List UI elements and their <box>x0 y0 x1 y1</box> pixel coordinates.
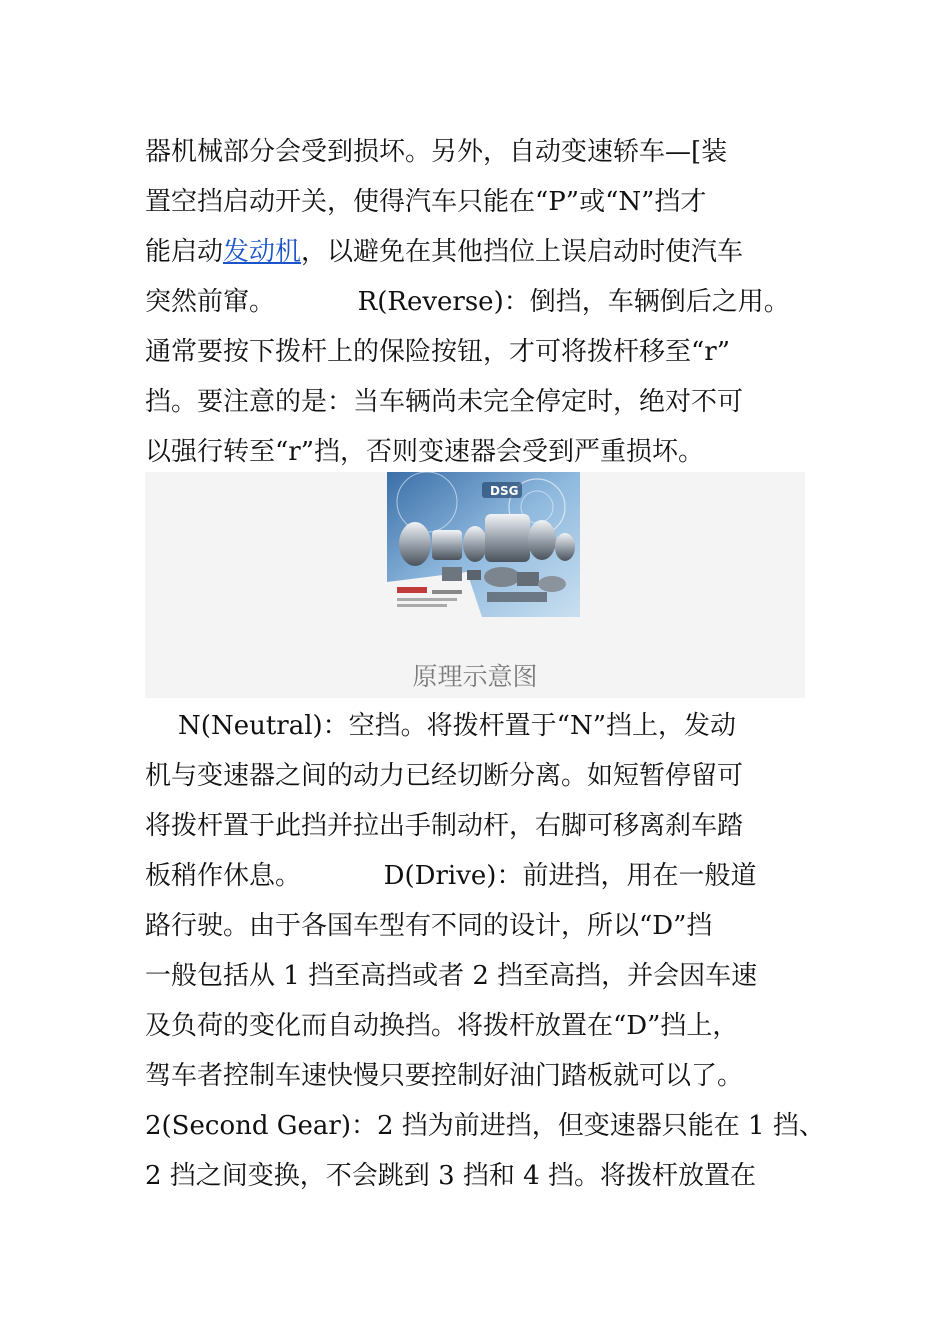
text-line: 以强行转至“r”挡，否则变速器会受到严重损坏。 <box>145 437 705 467</box>
figure <box>145 472 805 698</box>
text-line: 2(Second Gear)：2 挡为前进挡，但变速器只能在 1 挡、 <box>145 1111 825 1141</box>
text-line: 驾车者控制车速快慢只要控制好油门踏板就可以了。 <box>145 1061 744 1091</box>
text-line: 路行驶。由于各国车型有不同的设计，所以“D”挡 <box>145 911 713 941</box>
text-line: N(Neutral)：空挡。将拨杆置于“N”挡上，发动 <box>145 711 737 741</box>
paragraph-gear-positions <box>145 701 825 1201</box>
paragraph-shift-safety <box>145 127 825 477</box>
text-line: 通常要按下拨杆上的保险按钮，才可将拨杆移至“r” <box>145 337 731 367</box>
text-line: 2 挡之间变换，不会跳到 3 挡和 4 挡。将拨杆放置在 <box>145 1161 756 1191</box>
text-segment: ，以避免在其他挡位上误启动时使汽车 <box>301 237 744 267</box>
text-line: 板稍作休息。 D(Drive)：前进挡，用在一般道 <box>145 861 757 891</box>
text-line: 将拨杆置于此挡并拉出手制动杆，右脚可移离刹车踏 <box>145 811 744 841</box>
engine-link[interactable]: 发动机 <box>223 237 302 267</box>
transmission-diagram-image <box>387 472 580 617</box>
text-line: 挡。要注意的是：当车辆尚未完全停定时，绝对不可 <box>145 387 744 417</box>
text-line: 器机械部分会受到损坏。另外，自动变速轿车—[装 <box>145 137 728 167</box>
text-segment: 能启动 <box>145 237 224 267</box>
text-line <box>145 227 825 277</box>
svg-text:DSG: DSG <box>490 484 519 498</box>
text-line: 一般包括从 1 挡至高挡或者 2 挡至高挡，并会因车速 <box>145 961 758 991</box>
text-line: 机与变速器之间的动力已经切断分离。如短暂停留可 <box>145 761 744 791</box>
text-line: 及负荷的变化而自动换挡。将拨杆放置在“D”挡上， <box>145 1011 739 1041</box>
figure-caption: 原理示意图 <box>412 662 538 691</box>
text-line: 突然前窜。 R(Reverse)：倒挡，车辆倒后之用。 <box>145 287 790 317</box>
text-line: 置空挡启动开关，使得汽车只能在“P”或“N”挡才 <box>145 187 707 217</box>
